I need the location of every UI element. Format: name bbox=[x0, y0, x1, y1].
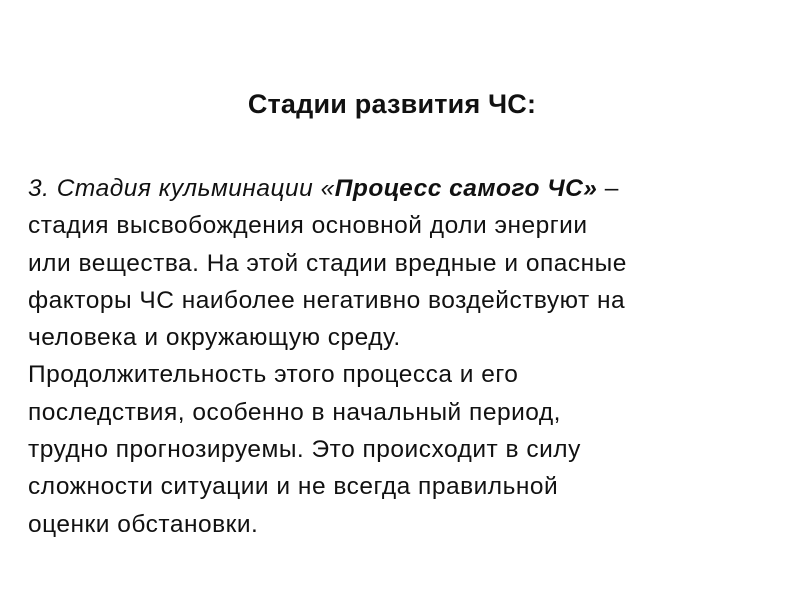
body-line: сложности ситуации и не всегда правильной bbox=[28, 473, 559, 501]
stage-number-intro: 3. Стадия кульминации « bbox=[28, 175, 335, 202]
body-line: факторы ЧС наиболее негативно воздействуют на bbox=[28, 286, 626, 314]
dash: – bbox=[597, 175, 619, 202]
body-line: человека и окружающую среду. bbox=[28, 324, 401, 352]
body-line: оценки обстановки. bbox=[28, 510, 259, 538]
slide-title: Стадии развития ЧС: bbox=[247, 89, 537, 119]
body-line-intro bbox=[28, 170, 780, 207]
stage-name-emphasis: Процесс самого ЧС» bbox=[334, 175, 598, 202]
body-line: или вещества. На этой стадии вредные и опасные bbox=[28, 249, 627, 277]
body-line: Продолжительность этого процесса и его bbox=[28, 361, 519, 389]
slide-body-text bbox=[28, 170, 780, 543]
body-line: последствия, особенно в начальный период, bbox=[28, 398, 561, 426]
body-line: трудно прогнозируемы. Это происходит в силу bbox=[28, 436, 581, 464]
body-line: стадия высвобождения основной доли энергии bbox=[28, 212, 588, 240]
